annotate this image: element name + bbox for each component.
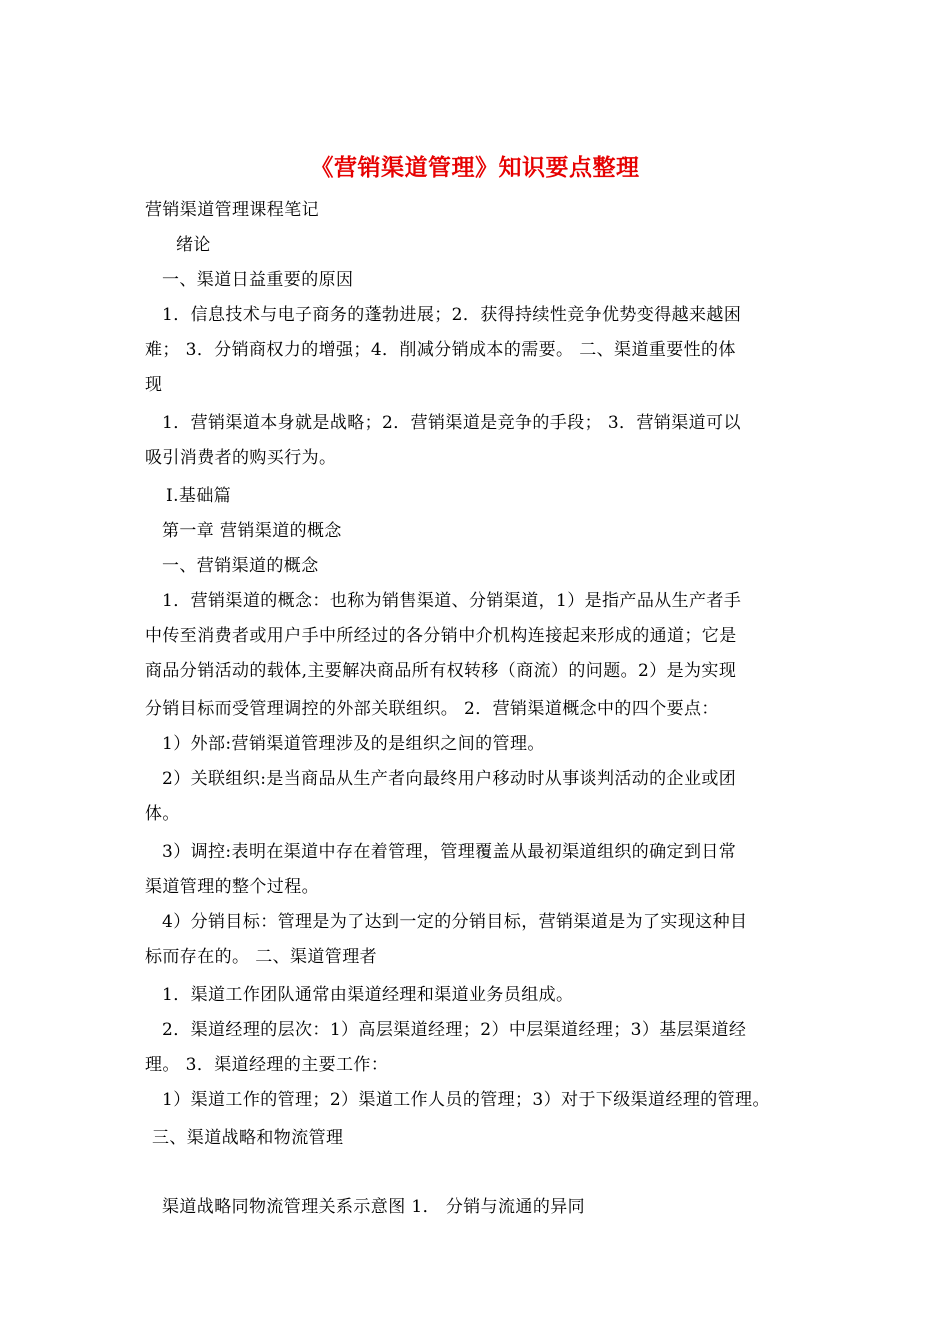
paragraph-line: 1．信息技术与电子商务的蓬勃进展；2．获得持续性竞争优势变得越来越困 [162, 305, 742, 325]
section-heading: 一、渠道日益重要的原因 [162, 270, 354, 290]
paragraph-line: 3）调控:表明在渠道中存在着管理，管理覆盖从最初渠道组织的确定到日常 [162, 842, 737, 862]
paragraph-line: 2）关联组织:是当商品从生产者向最终用户移动时从事谈判活动的企业或团 [162, 769, 737, 789]
paragraph-line: 难； 3．分销商权力的增强；4．削减分销成本的需要。 二、渠道重要性的体 [145, 340, 736, 360]
paragraph-line: 4）分销目标：管理是为了达到一定的分销目标，营销渠道是为了实现这种目 [162, 912, 748, 932]
course-notes-heading: 营销渠道管理课程笔记 [145, 200, 319, 220]
paragraph-line: 理。 3．渠道经理的主要工作： [145, 1055, 389, 1075]
paragraph-line: 2．渠道经理的层次：1）高层渠道经理；2）中层渠道经理；3）基层渠道经 [162, 1020, 747, 1040]
paragraph-line: 1）渠道工作的管理；2）渠道工作人员的管理；3）对于下级渠道经理的管理。 [162, 1090, 770, 1110]
paragraph-line: 标而存在的。 二、渠道管理者 [145, 947, 378, 967]
section-heading: 一、营销渠道的概念 [162, 556, 319, 576]
document-title: 《营销渠道管理》知识要点整理 [310, 154, 640, 181]
paragraph-line: 现 [145, 375, 163, 395]
paragraph-line: 1）外部:营销渠道管理涉及的是组织之间的管理。 [162, 734, 545, 754]
introduction-heading: 绪论 [176, 235, 211, 255]
paragraph-line: 分销目标而受管理调控的外部关联组织。 2．营销渠道概念中的四个要点： [145, 699, 719, 719]
part-heading: Ⅰ.基础篇 [166, 486, 232, 506]
diagram-caption: 渠道战略同物流管理关系示意图 1． 分销与流通的异同 [162, 1197, 586, 1217]
paragraph-line: 商品分销活动的载体,主要解决商品所有权转移（商流）的问题。2）是为实现 [145, 661, 737, 681]
paragraph-line: 体。 [145, 804, 180, 824]
paragraph-line: 1．营销渠道的概念：也称为销售渠道、分销渠道，1）是指产品从生产者手 [162, 591, 742, 611]
chapter-heading: 第一章 营销渠道的概念 [162, 521, 342, 541]
paragraph-line: 吸引消费者的购买行为。 [145, 448, 337, 468]
section-heading: 三、渠道战略和物流管理 [152, 1128, 344, 1148]
paragraph-line: 渠道管理的整个过程。 [145, 877, 319, 897]
paragraph-line: 1．渠道工作团队通常由渠道经理和渠道业务员组成。 [162, 985, 574, 1005]
paragraph-line: 中传至消费者或用户手中所经过的各分销中介机构连接起来形成的通道；它是 [145, 626, 737, 646]
paragraph-line: 1．营销渠道本身就是战略；2．营销渠道是竞争的手段； 3．营销渠道可以 [162, 413, 741, 433]
